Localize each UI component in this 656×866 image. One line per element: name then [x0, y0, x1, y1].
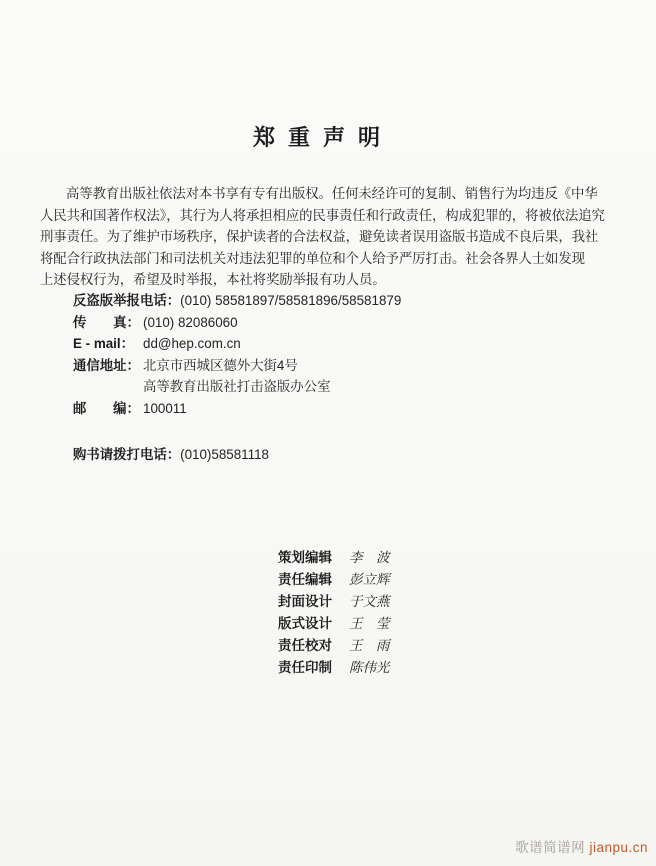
credit-name: 王 莹 — [349, 616, 390, 632]
watermark-site-name: 歌谱简谱网 — [515, 840, 586, 855]
zip-value: 100011 — [143, 400, 187, 416]
report-phone-row — [73, 290, 613, 312]
credit-name: 于文燕 — [349, 594, 390, 610]
credit-role: 责任印制 — [278, 660, 332, 675]
page-title: 郑重声明 — [252, 125, 393, 150]
credit-name: 彭立辉 — [349, 572, 390, 588]
report-phone-value: (010) 58581897/58581896/58581879 — [180, 293, 402, 308]
address-label: 通信地址： — [73, 357, 140, 373]
purchase-phone-label: 购书请拨打电话： — [73, 447, 181, 462]
credit-name: 陈伟光 — [349, 660, 390, 676]
address-row — [73, 355, 613, 377]
declaration-paragraph — [40, 183, 624, 291]
report-phone-label: 反盗版举报电话： — [73, 293, 181, 308]
credit-role: 责任校对 — [278, 638, 332, 653]
credit-row — [278, 635, 390, 657]
credit-name: 王 雨 — [349, 638, 390, 654]
credit-role: 责任编辑 — [278, 572, 332, 587]
declaration-line: 刑事责任。为了维护市场秩序，保护读者的合法权益，避免读者误用盗版书造成不良后果，我社 — [40, 229, 599, 244]
email-value: dd@hep.com.cn — [143, 336, 241, 351]
credit-row — [278, 657, 390, 679]
credit-row — [278, 547, 390, 569]
credit-row — [278, 591, 390, 613]
credit-row — [278, 569, 390, 591]
fax-value: (010) 82086060 — [143, 314, 238, 330]
declaration-line: 将配合行政执法部门和司法机关对违法犯罪的单位和个人给予严厉打击。社会各界人士如发现 — [40, 250, 585, 266]
email-label: E - mail： — [73, 336, 135, 351]
credit-role: 策划编辑 — [278, 550, 332, 565]
declaration-line: 上述侵权行为，希望及时举报，本社将奖励举报有功人员。 — [40, 272, 386, 287]
credits-block — [278, 547, 390, 679]
site-watermark — [515, 836, 648, 856]
address-line2: 高等教育出版社打击盗版办公室 — [143, 379, 331, 394]
watermark-site-url: jianpu.cn — [589, 840, 648, 855]
email-row — [73, 333, 613, 355]
fax-label: 传 真： — [73, 314, 140, 330]
fax-row — [73, 312, 613, 334]
credit-name: 李 波 — [349, 550, 390, 566]
declaration-line: 人民共和国著作权法》，其行为人将承担相应的民事责任和行政责任，构成犯罪的，将被依法追究 — [40, 207, 605, 223]
credit-role: 封面设计 — [278, 594, 332, 609]
contact-info-block — [73, 290, 613, 419]
credit-row — [278, 613, 390, 635]
address-value: 北京市西城区德外大街4号 — [143, 357, 298, 373]
purchase-phone-value: (010)58581118 — [180, 447, 269, 462]
zip-row — [73, 398, 613, 420]
declaration-line: 高等教育出版社依法对本书享有专有出版权。任何未经许可的复制、销售行为均违反《中华 — [66, 186, 598, 201]
credit-role: 版式设计 — [278, 616, 332, 631]
purchase-phone-line — [73, 444, 269, 463]
zip-label: 邮 编： — [73, 400, 140, 416]
